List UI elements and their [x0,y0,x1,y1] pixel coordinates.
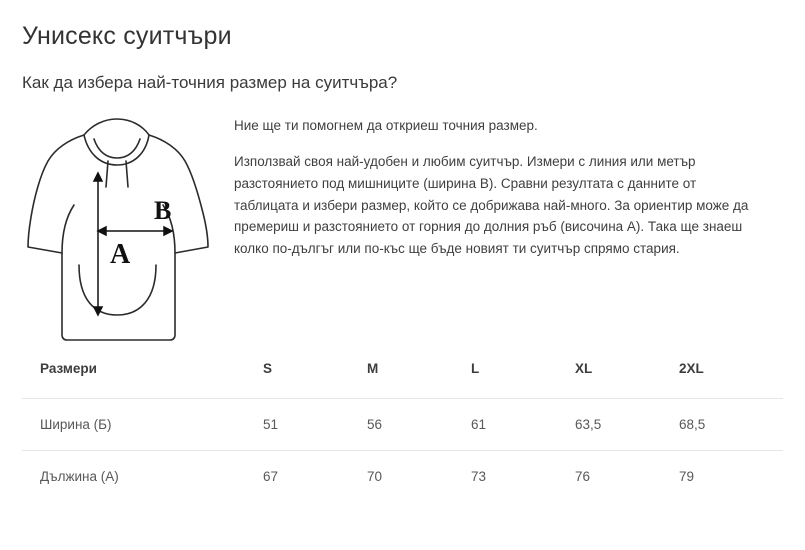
cell-length-s: 67 [262,469,278,484]
size-table [22,351,783,502]
table-header-s: S [263,351,367,399]
cell-width-xl: 63,5 [575,399,679,451]
instructions-paragraph-1: Ние ще ти помогнем да откриеш точния размер. [234,118,538,133]
table-row [22,451,783,503]
instructions-text [212,111,754,260]
table-row [22,399,783,451]
page-title: Унисекс суитчъри [22,22,232,50]
table-header-row [22,351,783,399]
table-header-l: L [471,351,575,399]
row-label-width: Ширина (Б) [22,399,263,451]
width-label: B [154,196,172,225]
cell-width-s: 51 [263,399,367,451]
cell-length-2xl: 79 [678,469,694,484]
cell-length-m: 70 [366,469,382,484]
hoodie-diagram [22,111,212,343]
cell-width-2xl: 68,5 [679,399,783,451]
cell-length-l: 73 [470,469,486,484]
table-header-2xl: 2XL [679,351,783,399]
row-label-length: Дължина (А) [40,469,119,484]
cell-length-xl: 76 [574,469,590,484]
table-header-m: M [367,351,471,399]
cell-width-l: 61 [471,399,575,451]
page-subtitle: Как да избера най-точния размер на суитчъра? [22,73,398,92]
cell-width-m: 56 [367,399,471,451]
table-header-measure: Размери [22,351,263,399]
length-label: A [110,239,131,270]
table-header-xl: XL [575,351,679,399]
instructions-paragraph-2: Използвай своя най-удобен и любим суитчър. Измери с линия или метър разстоянието под мишниците (ширина B). Сравни резултата с данните от таблицата и избери размер, който се добрижава най-много. За ориентир може да премериш и разстоянието от горния до долния ръб (височина A). Така ще знаеш колко по-дългъг или по-къс ще бъде новият ти суитчър спрямо стария. [234,153,749,257]
info-section [22,111,783,343]
